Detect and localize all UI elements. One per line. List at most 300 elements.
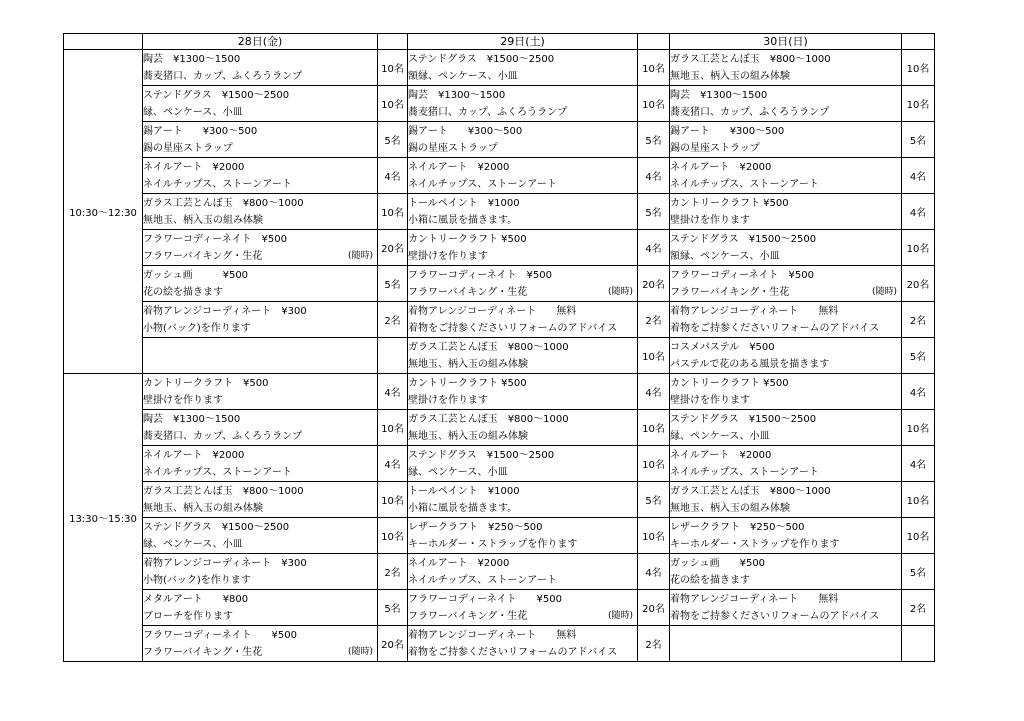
class-cell (143, 122, 378, 158)
class-note (633, 356, 637, 373)
table-row (64, 158, 935, 194)
capacity-cell: 4名 (638, 158, 670, 194)
class-detail: 着物をご持参くださいリフォームのアドバイス (408, 646, 618, 658)
class-cell (143, 518, 378, 554)
class-title: ガッシュ画 ¥500 (143, 269, 249, 281)
class-detail-row (143, 572, 377, 589)
class-note (897, 320, 901, 337)
class-title: カントリークラフト ¥500 (670, 377, 789, 389)
capacity-cell: 10名 (638, 86, 670, 122)
class-detail-row (408, 536, 637, 553)
capacity-cell: 10名 (902, 50, 935, 86)
class-title: ネイルアート ¥2000 (143, 449, 245, 461)
class-detail: 錫の星座ストラップ (143, 142, 233, 154)
class-cell (670, 338, 902, 374)
class-detail-row (408, 644, 637, 661)
class-detail: 小物(バック)を作ります (143, 322, 251, 334)
class-detail: 壁掛けを作ります (408, 394, 488, 406)
class-detail: 花の絵を描きます (143, 286, 223, 298)
class-title: ステンドグラス ¥1500～2500 (408, 449, 555, 461)
capacity-cell: 2名 (638, 626, 670, 662)
class-detail-row (670, 392, 901, 409)
capacity-cell: 5名 (902, 554, 935, 590)
class-detail-row (408, 464, 637, 481)
class-note (897, 608, 901, 625)
class-detail-row (670, 140, 901, 157)
header-cap-29 (638, 34, 670, 50)
class-cell (670, 158, 902, 194)
class-title: フラワーコディーネイト ¥500 (670, 269, 814, 281)
class-note (373, 104, 377, 121)
class-detail-row (408, 212, 637, 229)
class-detail: ネイルチップス、ストーンアート (670, 466, 819, 478)
class-detail: 蕎麦猪口、カップ、ふくろうランプ (670, 106, 830, 118)
class-note (633, 536, 637, 553)
class-detail-row (670, 428, 901, 445)
class-detail-row (670, 68, 901, 85)
capacity-cell: 10名 (638, 338, 670, 374)
class-detail: 縁、ペンケース、小皿 (143, 538, 243, 550)
class-cell (143, 554, 378, 590)
capacity-cell: 4名 (378, 446, 408, 482)
header-cap-30 (902, 34, 935, 50)
class-title: ガラス工芸とんぼ玉 ¥800～1000 (143, 197, 304, 209)
class-cell (408, 482, 638, 518)
class-cell (408, 446, 638, 482)
capacity-cell: 4名 (378, 374, 408, 410)
class-detail: キーホルダー・ストラップを作ります (408, 538, 578, 550)
class-note (897, 176, 901, 193)
capacity-cell: 4名 (902, 158, 935, 194)
class-detail-row (408, 608, 637, 625)
capacity-cell: 4名 (638, 230, 670, 266)
class-cell (408, 410, 638, 446)
class-note (897, 356, 901, 373)
class-title: トールペイント ¥1000 (408, 197, 520, 209)
class-detail-row (143, 428, 377, 445)
class-detail: フラワーバイキング・生花 (143, 646, 263, 658)
class-note (633, 176, 637, 193)
class-detail: 錫の星座ストラップ (670, 142, 760, 154)
class-title: カントリークラフト ¥500 (670, 197, 789, 209)
class-note (373, 212, 377, 229)
class-cell (143, 302, 378, 338)
class-detail-row (670, 608, 901, 625)
class-detail-row (408, 284, 637, 301)
class-detail-row (143, 284, 377, 301)
class-title: フラワーコディーネイト ¥500 (143, 629, 297, 641)
schedule-body (64, 50, 935, 662)
header-day-29: 29日(土) (408, 34, 638, 50)
class-detail-row (143, 644, 377, 661)
class-note (633, 212, 637, 229)
class-detail-row (408, 176, 637, 193)
class-cell (670, 50, 902, 86)
class-detail: 無地玉、柄入玉の組み体験 (670, 70, 790, 82)
class-cell (143, 266, 378, 302)
capacity-cell: 10名 (902, 230, 935, 266)
class-note (897, 536, 901, 553)
class-title: ステンドグラス ¥1500～2500 (408, 53, 555, 65)
class-detail-row (143, 68, 377, 85)
class-title: ステンドグラス ¥1500～2500 (143, 89, 290, 101)
header-day-30: 30日(日) (670, 34, 902, 50)
capacity-cell: 5名 (378, 122, 408, 158)
capacity-cell: 10名 (638, 50, 670, 86)
class-detail-row (408, 500, 637, 517)
class-title: フラワーコディーネイト ¥500 (143, 233, 287, 245)
class-detail-row (143, 392, 377, 409)
class-detail-row (143, 464, 377, 481)
capacity-cell: 10名 (638, 410, 670, 446)
class-title: 陶芸 ¥1300～1500 (143, 413, 241, 425)
class-detail: 着物をご持参くださいリフォームのアドバイス (670, 610, 880, 622)
class-note (633, 428, 637, 445)
capacity-cell: 10名 (902, 410, 935, 446)
class-detail-row (670, 284, 901, 301)
capacity-cell: 5名 (638, 194, 670, 230)
class-note (633, 464, 637, 481)
class-note: (随時) (347, 646, 373, 657)
class-note (633, 320, 637, 337)
class-note (373, 464, 377, 481)
class-detail: 着物をご持参くださいリフォームのアドバイス (670, 322, 880, 334)
class-note (633, 68, 637, 85)
class-detail: 額縁、ペンケース、小皿 (670, 250, 780, 262)
class-note (633, 572, 637, 589)
class-detail-row (408, 356, 637, 373)
class-cell (670, 266, 902, 302)
capacity-cell: 20名 (638, 590, 670, 626)
class-detail: 無地玉、柄入玉の組み体験 (408, 430, 528, 442)
class-detail: 縁、ペンケース、小皿 (143, 106, 243, 118)
class-cell (143, 446, 378, 482)
time-slot-cell: 13:30～15:30 (64, 374, 143, 662)
class-detail: 小箱に風景を描きます。 (408, 214, 518, 226)
class-cell (408, 338, 638, 374)
class-detail: ネイルチップス、ストーンアート (143, 466, 292, 478)
capacity-cell: 4名 (378, 158, 408, 194)
class-detail: 無地玉、柄入玉の組み体験 (143, 502, 263, 514)
class-detail: 壁掛けを作ります (670, 214, 750, 226)
capacity-cell: 10名 (638, 518, 670, 554)
class-detail: 無地玉、柄入玉の組み体験 (670, 502, 790, 514)
class-cell (143, 590, 378, 626)
class-cell (143, 86, 378, 122)
capacity-cell: 4名 (638, 554, 670, 590)
class-cell (408, 122, 638, 158)
class-note: (随時) (871, 286, 897, 297)
capacity-cell: 2名 (902, 590, 935, 626)
class-cell (408, 374, 638, 410)
capacity-cell: 10名 (902, 518, 935, 554)
class-title: フラワーコディーネイト ¥500 (408, 269, 552, 281)
time-slot-cell: 10:30～12:30 (64, 50, 143, 374)
class-detail-row (408, 104, 637, 121)
class-title: 陶芸 ¥1300～1500 (408, 89, 506, 101)
capacity-cell: 10名 (378, 50, 408, 86)
class-detail: 蕎麦猪口、カップ、ふくろうランプ (143, 430, 303, 442)
class-title: レザークラフト ¥250～500 (408, 521, 543, 533)
class-note (897, 428, 901, 445)
capacity-cell (902, 626, 935, 662)
class-detail-row (143, 140, 377, 157)
class-cell (143, 230, 378, 266)
class-title: 着物アレンジコーディネート 無料 (670, 593, 839, 605)
class-detail: パステルで花のある風景を描きます (670, 358, 830, 370)
class-title: ガラス工芸とんぼ玉 ¥800～1000 (408, 341, 569, 353)
class-detail-row (143, 104, 377, 121)
class-cell (670, 86, 902, 122)
class-title: 錫アート ¥300～500 (408, 125, 523, 137)
class-detail: 壁掛けを作ります (143, 394, 223, 406)
capacity-cell: 10名 (638, 446, 670, 482)
capacity-cell: 20名 (902, 266, 935, 302)
capacity-cell: 10名 (378, 482, 408, 518)
class-title: ネイルアート ¥2000 (408, 557, 510, 569)
table-row (64, 194, 935, 230)
class-detail: 花の絵を描きます (670, 574, 750, 586)
class-cell (143, 482, 378, 518)
class-note (897, 212, 901, 229)
class-title: 錫アート ¥300～500 (670, 125, 785, 137)
class-note (633, 500, 637, 517)
class-detail: 小箱に風景を描きます。 (408, 502, 518, 514)
schedule-table (63, 33, 935, 662)
table-row (64, 482, 935, 518)
class-cell (143, 626, 378, 662)
class-note (633, 644, 637, 661)
class-cell (670, 410, 902, 446)
class-note (373, 176, 377, 193)
capacity-cell: 20名 (378, 626, 408, 662)
capacity-cell: 10名 (902, 482, 935, 518)
class-note (633, 392, 637, 409)
class-cell (670, 446, 902, 482)
class-detail-row (143, 320, 377, 337)
class-detail: フラワーバイキング・生花 (143, 250, 263, 262)
class-cell (408, 626, 638, 662)
class-detail-row (670, 176, 901, 193)
class-detail-row (143, 248, 377, 265)
capacity-cell (378, 338, 408, 374)
class-note (897, 140, 901, 157)
class-title: 着物アレンジコーディネート 無料 (670, 305, 839, 317)
header-time (64, 34, 143, 50)
class-note (373, 608, 377, 625)
class-note (633, 248, 637, 265)
class-detail-row (670, 104, 901, 121)
capacity-cell: 4名 (902, 446, 935, 482)
class-detail: 壁掛けを作ります (670, 394, 750, 406)
class-title: ガラス工芸とんぼ玉 ¥800～1000 (670, 485, 831, 497)
class-detail: フラワーバイキング・生花 (670, 286, 790, 298)
class-note (373, 320, 377, 337)
class-cell (408, 230, 638, 266)
class-cell (408, 86, 638, 122)
class-title: ネイルアート ¥2000 (408, 161, 510, 173)
class-title: 着物アレンジコーディネート 無料 (408, 305, 577, 317)
class-detail: 小物(バック)を作ります (143, 574, 251, 586)
class-detail: キーホルダー・ストラップを作ります (670, 538, 840, 550)
capacity-cell: 10名 (378, 194, 408, 230)
class-detail-row (670, 464, 901, 481)
capacity-cell: 5名 (902, 122, 935, 158)
class-detail: 壁掛けを作ります (408, 250, 488, 262)
table-row (64, 122, 935, 158)
table-row (64, 86, 935, 122)
class-detail: 蕎麦猪口、カップ、ふくろうランプ (408, 106, 568, 118)
table-row (64, 230, 935, 266)
capacity-cell: 5名 (902, 338, 935, 374)
class-cell (408, 302, 638, 338)
class-detail-row (670, 248, 901, 265)
class-title: 着物アレンジコーディネート ¥300 (143, 557, 307, 569)
header-row (64, 34, 935, 50)
capacity-cell: 5名 (378, 590, 408, 626)
class-note (373, 428, 377, 445)
table-row (64, 554, 935, 590)
table-row (64, 374, 935, 410)
class-detail-row (408, 428, 637, 445)
class-cell (670, 590, 902, 626)
class-cell (670, 626, 902, 662)
class-title: ガラス工芸とんぼ玉 ¥800～1000 (670, 53, 831, 65)
class-title: ガッシュ画 ¥500 (670, 557, 766, 569)
class-title: ガラス工芸とんぼ玉 ¥800～1000 (408, 413, 569, 425)
class-note (897, 392, 901, 409)
class-detail-row (670, 212, 901, 229)
class-cell (143, 158, 378, 194)
class-title: ステンドグラス ¥1500～2500 (143, 521, 290, 533)
class-title: トールペイント ¥1000 (408, 485, 520, 497)
capacity-cell: 10名 (378, 410, 408, 446)
class-cell (143, 410, 378, 446)
class-detail-row (143, 176, 377, 193)
capacity-cell: 20名 (638, 266, 670, 302)
class-title: 着物アレンジコーディネート 無料 (408, 629, 577, 641)
table-row (64, 338, 935, 374)
class-cell (143, 194, 378, 230)
table-row (64, 590, 935, 626)
class-note (897, 68, 901, 85)
class-cell (143, 374, 378, 410)
table-row (64, 518, 935, 554)
class-cell (670, 374, 902, 410)
class-cell (408, 158, 638, 194)
class-cell (670, 518, 902, 554)
table-row (64, 410, 935, 446)
class-cell (408, 194, 638, 230)
class-detail: 着物をご持参くださいリフォームのアドバイス (408, 322, 618, 334)
class-cell (670, 554, 902, 590)
class-title: カントリークラフト ¥500 (408, 233, 527, 245)
header-cap-28 (378, 34, 408, 50)
class-cell (408, 590, 638, 626)
class-detail-row (408, 392, 637, 409)
class-detail-row (670, 320, 901, 337)
class-note (633, 140, 637, 157)
class-cell (670, 122, 902, 158)
class-title: 陶芸 ¥1300～1500 (143, 53, 241, 65)
class-detail: 縁、ペンケース、小皿 (408, 466, 508, 478)
class-detail: ネイルチップス、ストーンアート (143, 178, 292, 190)
class-cell (670, 230, 902, 266)
class-detail-row (143, 500, 377, 517)
capacity-cell: 2名 (638, 302, 670, 338)
class-note (373, 572, 377, 589)
capacity-cell: 5名 (638, 122, 670, 158)
class-detail: ブローチを作ります (143, 610, 233, 622)
class-detail-row (670, 536, 901, 553)
capacity-cell: 2名 (378, 302, 408, 338)
class-title: カントリークラフト ¥500 (143, 377, 269, 389)
class-note (633, 104, 637, 121)
class-detail: 錫の星座ストラップ (408, 142, 498, 154)
class-cell (143, 338, 378, 374)
class-cell (408, 554, 638, 590)
class-note: (随時) (347, 250, 373, 261)
class-note (897, 464, 901, 481)
class-cell (670, 302, 902, 338)
class-detail: 蕎麦猪口、カップ、ふくろうランプ (143, 70, 303, 82)
class-detail-row (408, 572, 637, 589)
capacity-cell: 2名 (378, 554, 408, 590)
class-detail: ネイルチップス、ストーンアート (408, 574, 557, 586)
class-title: フラワーコディーネイト ¥500 (408, 593, 562, 605)
capacity-cell: 10名 (378, 86, 408, 122)
class-detail-row (143, 536, 377, 553)
class-note (897, 500, 901, 517)
class-note (897, 248, 901, 265)
class-detail-row (408, 140, 637, 157)
capacity-cell: 2名 (902, 302, 935, 338)
capacity-cell: 5名 (638, 482, 670, 518)
header-day-28: 28日(金) (143, 34, 378, 50)
capacity-cell: 10名 (902, 86, 935, 122)
class-detail-row (143, 608, 377, 625)
class-cell (408, 50, 638, 86)
class-detail: 縁、ペンケース、小皿 (670, 430, 770, 442)
class-detail: ネイルチップス、ストーンアート (408, 178, 557, 190)
class-title: メタルアート ¥800 (143, 593, 249, 605)
class-title: ガラス工芸とんぼ玉 ¥800～1000 (143, 485, 304, 497)
class-detail: 額縁、ペンケース、小皿 (408, 70, 518, 82)
class-title: ネイルアート ¥2000 (143, 161, 245, 173)
class-cell (408, 518, 638, 554)
class-note (897, 572, 901, 589)
class-cell (670, 194, 902, 230)
class-title: ステンドグラス ¥1500～2500 (670, 413, 817, 425)
class-title: 着物アレンジコーディネート ¥300 (143, 305, 307, 317)
capacity-cell: 4名 (902, 374, 935, 410)
capacity-cell: 10名 (378, 518, 408, 554)
class-note (373, 68, 377, 85)
table-row (64, 446, 935, 482)
class-title: カントリークラフト ¥500 (408, 377, 527, 389)
class-note (373, 140, 377, 157)
class-title: 陶芸 ¥1300～1500 (670, 89, 768, 101)
capacity-cell: 4名 (638, 374, 670, 410)
table-row (64, 302, 935, 338)
class-note (897, 104, 901, 121)
table-row (64, 626, 935, 662)
capacity-cell: 20名 (378, 230, 408, 266)
class-detail: 無地玉、柄入玉の組み体験 (408, 358, 528, 370)
class-detail-row (670, 356, 901, 373)
class-note: (随時) (607, 286, 633, 297)
class-title: ステンドグラス ¥1500～2500 (670, 233, 817, 245)
